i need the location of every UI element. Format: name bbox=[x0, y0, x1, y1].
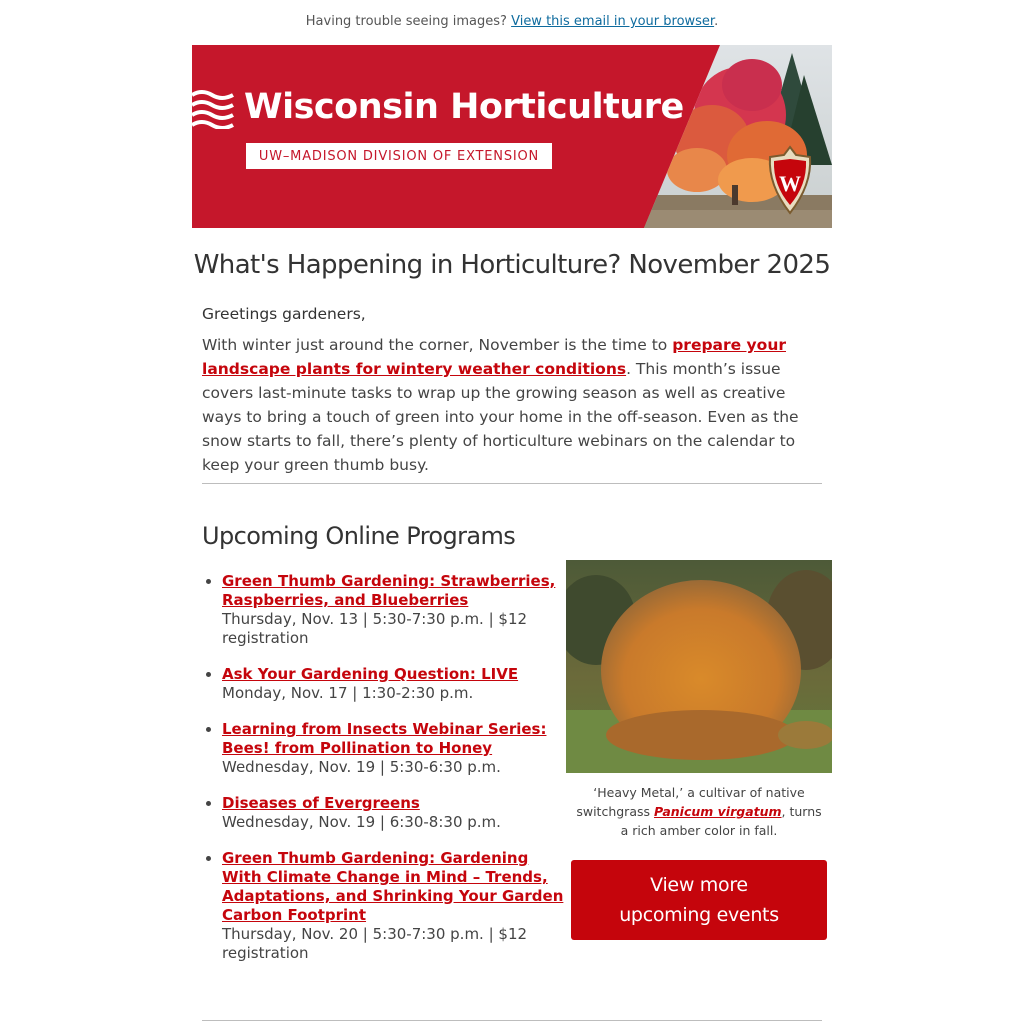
events-list bbox=[202, 572, 572, 980]
panicum-virgatum-link[interactable]: Panicum virgatum bbox=[653, 804, 782, 819]
list-item bbox=[222, 572, 572, 648]
event-link[interactable]: Diseases of Evergreens bbox=[222, 794, 420, 812]
divider bbox=[202, 483, 822, 484]
autumn-trees-photo bbox=[192, 45, 832, 228]
caption-text-after: , turns a rich amber color in fall. bbox=[620, 804, 822, 838]
divider bbox=[202, 1020, 822, 1021]
intro-text-after: . This month’s issue covers last-minute tasks to wrap up the growing season as well as creative ways to bring a touch of green into your home in the off-season. Even as the snow starts to fall, there’s plenty of horticulture webinars on the calendar to keep your green thumb busy. bbox=[202, 360, 799, 474]
list-item bbox=[222, 794, 572, 832]
waves-icon bbox=[192, 89, 234, 129]
event-details: Thursday, Nov. 13 | 5:30-7:30 p.m. | $12 registration bbox=[222, 610, 528, 647]
event-details: Wednesday, Nov. 19 | 6:30-8:30 p.m. bbox=[222, 813, 501, 831]
header-banner bbox=[192, 45, 832, 228]
division-label: UW–MADISON DIVISION OF EXTENSION bbox=[246, 143, 552, 169]
brand-wordmark: Wisconsin Horticulture bbox=[244, 87, 684, 127]
preheader-text: Having trouble seeing images? bbox=[305, 14, 512, 29]
event-details: Wednesday, Nov. 19 | 5:30-6:30 p.m. bbox=[222, 758, 501, 776]
event-details: Monday, Nov. 17 | 1:30-2:30 p.m. bbox=[222, 684, 474, 702]
programs-heading: Upcoming Online Programs bbox=[202, 522, 516, 550]
preheader bbox=[0, 14, 1024, 29]
prepare-landscape-link[interactable]: prepare your landscape plants for wintery weather conditions bbox=[202, 336, 786, 378]
switchgrass-photo bbox=[566, 560, 832, 773]
event-link[interactable]: Green Thumb Gardening: Gardening With Climate Change in Mind – Trends, Adaptations, and Shrinking Your Garden Carbon Footprint bbox=[222, 849, 564, 924]
preheader-period: . bbox=[714, 14, 719, 29]
view-in-browser-link[interactable]: View this email in your browser bbox=[511, 14, 715, 29]
event-link[interactable]: Ask Your Gardening Question: LIVE bbox=[222, 665, 519, 683]
svg-text:W: W bbox=[779, 171, 801, 196]
greeting: Greetings gardeners, bbox=[202, 305, 366, 323]
event-details: Thursday, Nov. 20 | 5:30-7:30 p.m. | $12 registration bbox=[222, 925, 528, 962]
caption-text-before: ‘Heavy Metal,’ a cultivar of native switchgrass bbox=[576, 785, 805, 819]
uw-crest-icon bbox=[766, 145, 814, 217]
list-item bbox=[222, 849, 572, 963]
view-more-events-label: View more upcoming events bbox=[619, 874, 779, 926]
newsletter-headline: What's Happening in Horticulture? November 2025 bbox=[193, 250, 831, 280]
intro-text-before: With winter just around the corner, November is the time to bbox=[202, 336, 673, 354]
list-item bbox=[222, 720, 572, 777]
list-item bbox=[222, 665, 572, 703]
event-link[interactable]: Learning from Insects Webinar Series: Bees! from Pollination to Honey bbox=[222, 720, 547, 757]
view-more-events-button[interactable] bbox=[571, 860, 827, 940]
event-link[interactable]: Green Thumb Gardening: Strawberries, Raspberries, and Blueberries bbox=[222, 572, 556, 609]
intro-paragraph bbox=[202, 333, 822, 477]
photo-caption bbox=[574, 783, 824, 840]
